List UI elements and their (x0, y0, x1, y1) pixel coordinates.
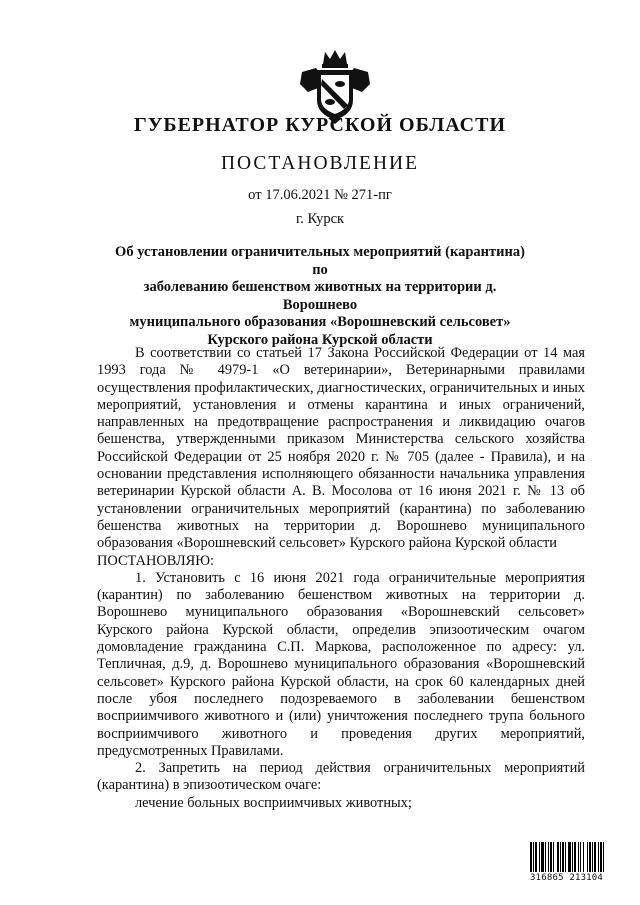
issuer-heading: ГУБЕРНАТОР КУРСКОЙ ОБЛАСТИ (133, 114, 507, 136)
document-body (97, 345, 585, 812)
title-line: Курского района Курской области (207, 331, 433, 348)
resolution-word: ПОСТАНОВЛЯЮ: (97, 552, 215, 569)
barcode-number: 316865 213104 (530, 873, 604, 883)
title-line: Об установлении ограничительных мероприятий (карантина) по (115, 244, 525, 278)
clause-1: 1. Установить с 16 июня 2021 года ограничительные мероприятия (карантин) по заболеванию бешенством животных на территории д. Ворошнево муниципального образования «Ворошневский сельсовет» Курского района Курской области, определив эпизоотическим очагом домовладение гражданина С.П. Маркова, расположенное по адресу: ул. Тепличная, д.9, д. Ворошнево муниципального образования «Ворошневский сельсовет» Курского района Курской области, на срок 60 календарных дней после убоя последнего подозреваемого в заболевании бешенством восприимчивого животного и (или) уничтожения последнего трупа больного восприимчивого животного и проведения других мероприятий, предусмотренных Правилами. (97, 569, 585, 759)
document-title (108, 244, 532, 349)
title-line: муниципального образования «Ворошневский сельсовет» (129, 314, 511, 330)
barcode-bars (530, 842, 626, 872)
barcode (530, 842, 626, 887)
clause-2-item: лечение больных восприимчивых животных; (135, 794, 412, 811)
clause-2: 2. Запретить на период действия ограничительных мероприятий (карантина) в эпизоотическом очаге: (97, 760, 585, 794)
title-line: заболеванию бешенством животных на территории д. Ворошнево (143, 279, 497, 313)
document-type: ПОСТАНОВЛЕНИЕ (220, 153, 420, 174)
city: г. Курск (295, 211, 345, 227)
kursk-coat-of-arms-icon (298, 48, 372, 124)
preamble-paragraph: В соответствии со статьей 17 Закона Российской Федерации от 14 мая 1993 года № 4979-1 «О ветеринарии», Ветеринарными правилами осуществления профилактических, диагностических, ограничительных и иных мероприятий, установления и отмены карантина и иных ограничений, направленных на предотвращение распространения и ликвидацию очагов бешенства, утвержденными приказом Министерства сельского хозяйства Российской Федерации от 25 ноября 2020 г. № 705 (далее - Правила), и на основании представления исполняющего обязанности начальника управления ветеринарии Курской области А. В. Мосолова от 16 июня 2021 г. № 13 об установлении ограничительных мероприятий (карантина) по заболеванию бешенства животных на территории д. Ворошнево муниципального образования «Ворошневский сельсовет» Курского района Курской области (97, 345, 585, 552)
date-and-number: от 17.06.2021 № 271-пг (248, 187, 392, 203)
